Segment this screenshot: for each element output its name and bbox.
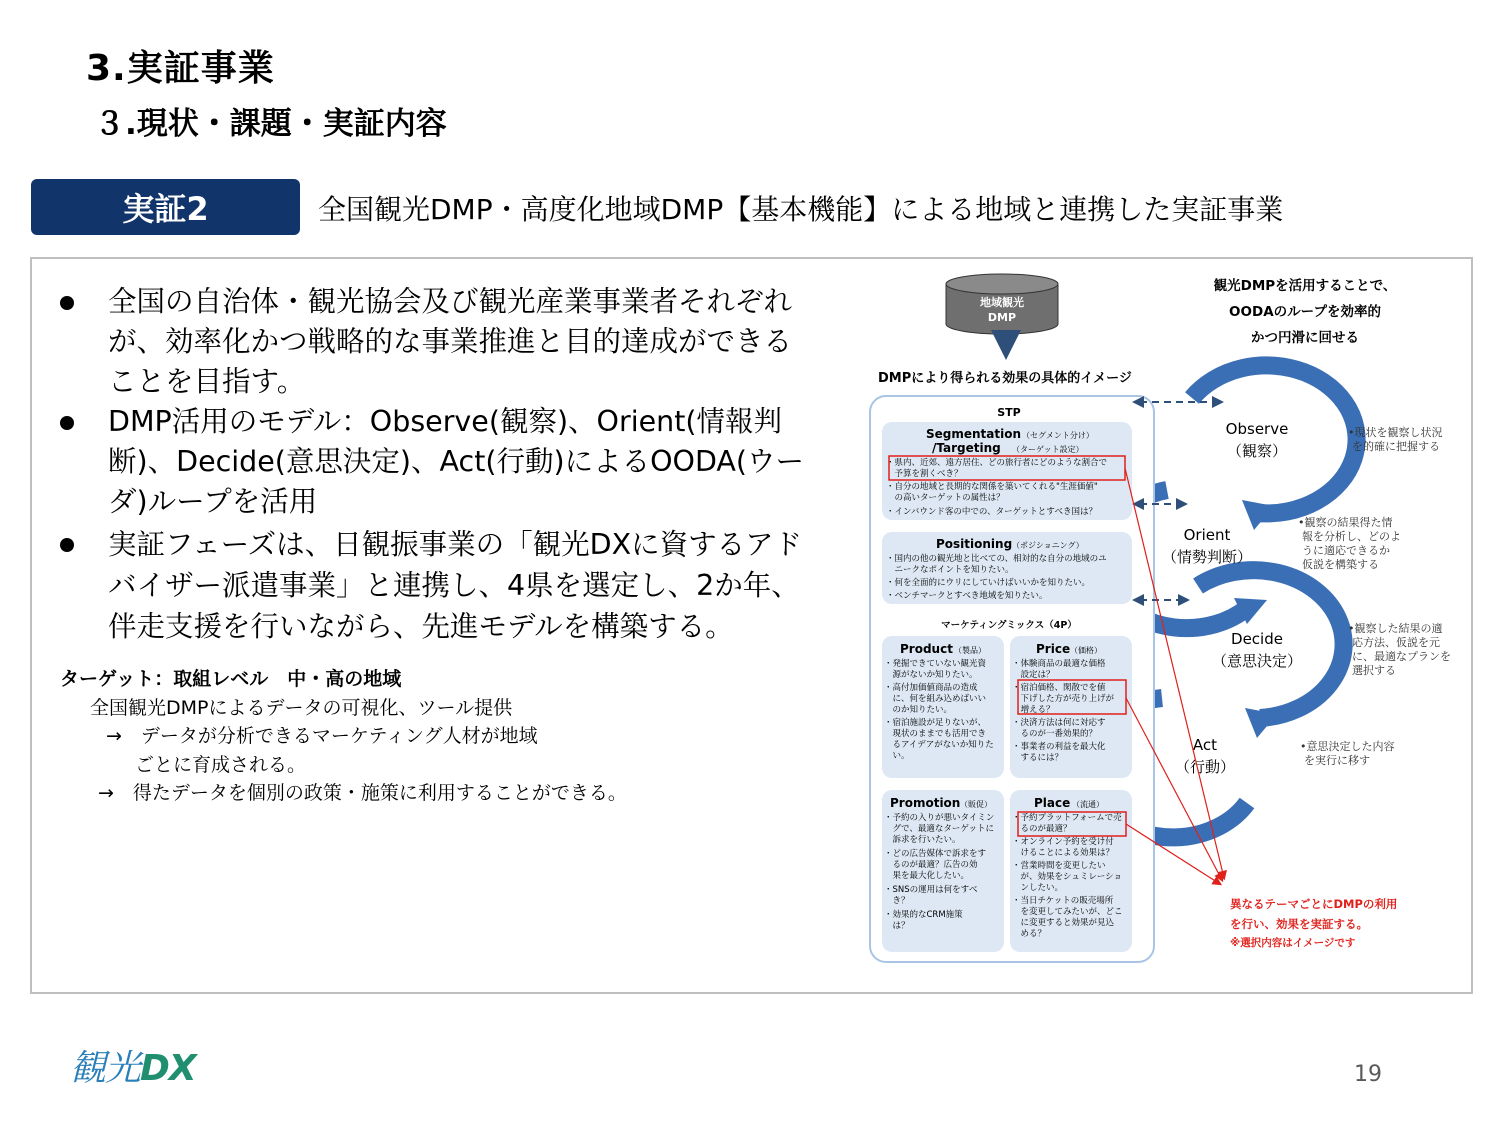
box-item: ・高付加価値商品の造成 bbox=[884, 683, 978, 693]
box-item: るのが最適？ bbox=[1012, 824, 1072, 834]
box-item: ・予約の入りが悪いタイミン bbox=[884, 813, 995, 823]
stage-note: を実行に移す bbox=[1304, 754, 1370, 767]
box-item: けることによる効果は？ bbox=[1012, 848, 1115, 858]
box-note: （販促） bbox=[960, 800, 992, 809]
target-line: → 得たデータを個別の政策・施策に利用することができる。 bbox=[98, 782, 627, 804]
ooda-diagram bbox=[862, 268, 1467, 983]
bullet-dot-icon bbox=[60, 296, 74, 310]
box-item: める？ bbox=[1012, 929, 1047, 939]
page-number: 19 bbox=[1354, 1062, 1382, 1087]
stage-note: を的確に把握する bbox=[1352, 440, 1440, 453]
box-item: が、効果をシュミレーショ bbox=[1012, 872, 1122, 882]
box-item: ・決済方法は何に対応す bbox=[1012, 718, 1106, 728]
panel-title: DMPにより得られる効果の具体的イメージ bbox=[878, 371, 1132, 386]
headline: 観光DMPを活用することで、 bbox=[1213, 278, 1397, 294]
box-item: るのが一番効果的？ bbox=[1012, 729, 1098, 739]
box-item: 下げした方が売り上げが bbox=[1012, 694, 1115, 704]
box-item: ・何を全面的にウリにしていけばいいかを知りたい。 bbox=[886, 578, 1091, 588]
box-note: （ターゲット設定） bbox=[1012, 445, 1084, 454]
stage-label: Decide bbox=[1231, 630, 1283, 648]
stage-label: （観察） bbox=[1226, 442, 1288, 460]
box-item: ・インバウンド客の中での、ターゲットとすべき国は？ bbox=[886, 507, 1098, 517]
stage-note: •現状を観察し状況 bbox=[1348, 426, 1443, 439]
stage-label: Act bbox=[1192, 736, 1218, 754]
box-title: Segmentation bbox=[926, 427, 1022, 441]
box-item: ・自分の地域と長期的な関係を築いてくれる"生涯価値" bbox=[886, 482, 1098, 492]
bullet-text: 実証フェーズは、日観振事業の「観光DXに資するアドバイザー派遣事業」と連携し、4県を選定し、2か年、伴走支援を行いながら、先進モデルを構築する。 bbox=[108, 528, 803, 643]
box-item: 果を最大化したい。 bbox=[884, 871, 970, 881]
section-badge: 実証2 bbox=[31, 179, 300, 235]
ring-arc bbox=[1192, 365, 1357, 513]
target-line: → データが分析できるマーケティング人材が地域 bbox=[106, 725, 538, 747]
box-item: るのが最適？広告の効 bbox=[884, 860, 978, 870]
box-item: ・SNSの運用は何をすべ bbox=[884, 885, 978, 895]
box-item: い。 bbox=[884, 751, 910, 761]
section-title: 全国観光DMP・高度化地域DMP【基本機能】による地域と連携した実証事業 bbox=[318, 193, 1284, 226]
box-title: Positioning bbox=[936, 537, 1013, 551]
red-note: 異なるテーマごとにDMPの利用 bbox=[1230, 897, 1398, 911]
box-item: 訴求を行いたい。 bbox=[884, 835, 961, 845]
logo-dx: DX bbox=[140, 1048, 196, 1089]
box-item: 設定は？ bbox=[1012, 670, 1055, 680]
box-item: 増える？ bbox=[1012, 705, 1055, 715]
bullet-list bbox=[60, 282, 810, 647]
box-item: グで、最適なターゲットに bbox=[884, 824, 994, 834]
stage-note: に、最適なプランを bbox=[1352, 650, 1451, 663]
arrowhead-icon bbox=[1176, 498, 1188, 510]
box-item: に変更すると効果が見込 bbox=[1012, 918, 1115, 928]
stage-label: Observe bbox=[1225, 420, 1289, 438]
stp-label: STP bbox=[997, 406, 1021, 419]
stage-note: 仮説を構築する bbox=[1302, 558, 1379, 571]
box-note: （価格） bbox=[1070, 646, 1102, 655]
stage-label: （意思決定） bbox=[1211, 652, 1303, 670]
arrowhead-icon bbox=[1178, 594, 1190, 606]
stage-label: （行動） bbox=[1174, 758, 1236, 776]
stage-label: （情勢判断） bbox=[1161, 548, 1253, 566]
box-title: Product bbox=[900, 642, 953, 656]
box-item: ・予約プラットフォームで売 bbox=[1012, 813, 1122, 823]
box-item: ・宿泊施設が足りないが、 bbox=[884, 718, 987, 728]
stage-note: 報を分析し、どのよ bbox=[1302, 530, 1401, 543]
bullet-item bbox=[60, 402, 810, 522]
box-item: ・県内、近郊、遠方居住、どの旅行者にどのような割合で bbox=[886, 458, 1108, 468]
ooda-diagram-svg bbox=[862, 268, 1467, 983]
box-title: Place bbox=[1034, 796, 1071, 810]
box-item: ・どの広告媒体で訴求をす bbox=[884, 849, 987, 859]
box-item: は？ bbox=[884, 921, 910, 931]
arrowhead-icon bbox=[1212, 396, 1224, 408]
seg-items bbox=[886, 457, 1107, 517]
box-item: ンしたい。 bbox=[1012, 883, 1064, 893]
page-subtitle: ３.現状・課題・実証内容 bbox=[94, 106, 447, 142]
bullet-text: 全国の自治体・観光協会及び観光産業事業者それぞれが、効率化かつ戦略的な事業推進と目的達成ができることを目指す。 bbox=[108, 285, 793, 398]
stage-label: Orient bbox=[1183, 526, 1231, 544]
target-line: ごとに育成される。 bbox=[135, 753, 307, 776]
stage-note: •観察した結果の適 bbox=[1348, 622, 1443, 635]
box-item: き？ bbox=[884, 896, 910, 906]
box-item: ・ベンチマークとすべき地域を知りたい。 bbox=[886, 591, 1048, 601]
box-item: ・国内の他の観光地と比べての、相対的な自分の地域のユ bbox=[886, 554, 1107, 564]
box-item: ・体験商品の最適な価格 bbox=[1012, 659, 1106, 669]
box-note: （セグメント分け） bbox=[1022, 431, 1094, 440]
box-item: るアイデアがないか知りた bbox=[884, 740, 994, 750]
box-item: ・発掘できていない観光資 bbox=[884, 659, 987, 669]
db-label: DMP bbox=[987, 311, 1017, 324]
box-item: ・効果的なCRM施策 bbox=[884, 910, 963, 920]
target-line: 全国観光DMPによるデータの可視化、ツール提供 bbox=[90, 696, 513, 719]
bullet-item bbox=[60, 524, 810, 647]
box-title: /Targeting bbox=[932, 441, 1001, 455]
red-note: ※選択内容はイメージです bbox=[1230, 937, 1356, 949]
box-item: 予算を割くべき？ bbox=[886, 469, 963, 479]
stage-note: •観察の結果得た情 bbox=[1298, 516, 1393, 529]
bullet-text: DMP活用のモデル：Observe(観察)、Orient(情報判断)、Decide(意思決定)、Act(行動)によるOODA(ウーダ)ループを活用 bbox=[108, 405, 805, 518]
box-item: するには？ bbox=[1012, 753, 1064, 763]
box-item: 源がないか知りたい。 bbox=[884, 670, 978, 680]
db-label: 地域観光 bbox=[980, 296, 1024, 309]
box-item: の高いターゲットの属性は？ bbox=[886, 493, 1005, 503]
box-item: のか知りたい。 bbox=[884, 705, 953, 715]
box-note: （製品） bbox=[954, 646, 986, 655]
stage-note: •意思決定した内容 bbox=[1300, 740, 1395, 753]
headline: OODAのループを効率的 bbox=[1229, 304, 1381, 320]
box-item: ・当日チケットの販売場所 bbox=[1012, 896, 1114, 906]
page-title: 3.実証事業 bbox=[86, 48, 275, 89]
target-block bbox=[60, 665, 627, 808]
box-note: （ポジショニング） bbox=[1012, 541, 1084, 550]
kanko-dx-logo bbox=[70, 1040, 196, 1091]
red-note: を行い、効果を実証する。 bbox=[1230, 917, 1368, 931]
box-title: Promotion bbox=[890, 796, 961, 810]
box-title: Price bbox=[1036, 642, 1071, 656]
headline: かつ円滑に回せる bbox=[1251, 330, 1359, 346]
box-note: （流通） bbox=[1072, 800, 1104, 809]
logo-kanji: 観光 bbox=[70, 1048, 141, 1089]
box-item: ニークなポイントを知りたい。 bbox=[886, 565, 1014, 575]
box-item: ・オンライン予約を受け付 bbox=[1012, 837, 1114, 847]
bullet-dot-icon bbox=[60, 538, 74, 552]
box-item: ・事業者の利益を最大化 bbox=[1012, 742, 1106, 752]
box-item: ・営業時間を変更したい bbox=[1012, 861, 1106, 871]
bullet-dot-icon bbox=[60, 416, 74, 430]
mix-title: マーケティングミックス（4P） bbox=[941, 620, 1077, 631]
stage-note: うに適応できるか bbox=[1302, 544, 1390, 557]
box-item: に、何を組み込めばいい bbox=[884, 694, 987, 704]
box-item: を変更してみたいが、どこ bbox=[1012, 907, 1123, 917]
stage-note: 選択する bbox=[1352, 664, 1396, 677]
box-item: 現状のままでも活用でき bbox=[884, 729, 987, 739]
stage-note: 応方法、仮説を元 bbox=[1352, 636, 1440, 649]
bullet-item bbox=[60, 282, 810, 402]
target-heading: ターゲット：取組レベル 中・高の地域 bbox=[60, 668, 402, 690]
box-item: ・宿泊価格、閑散でを値 bbox=[1012, 683, 1106, 693]
